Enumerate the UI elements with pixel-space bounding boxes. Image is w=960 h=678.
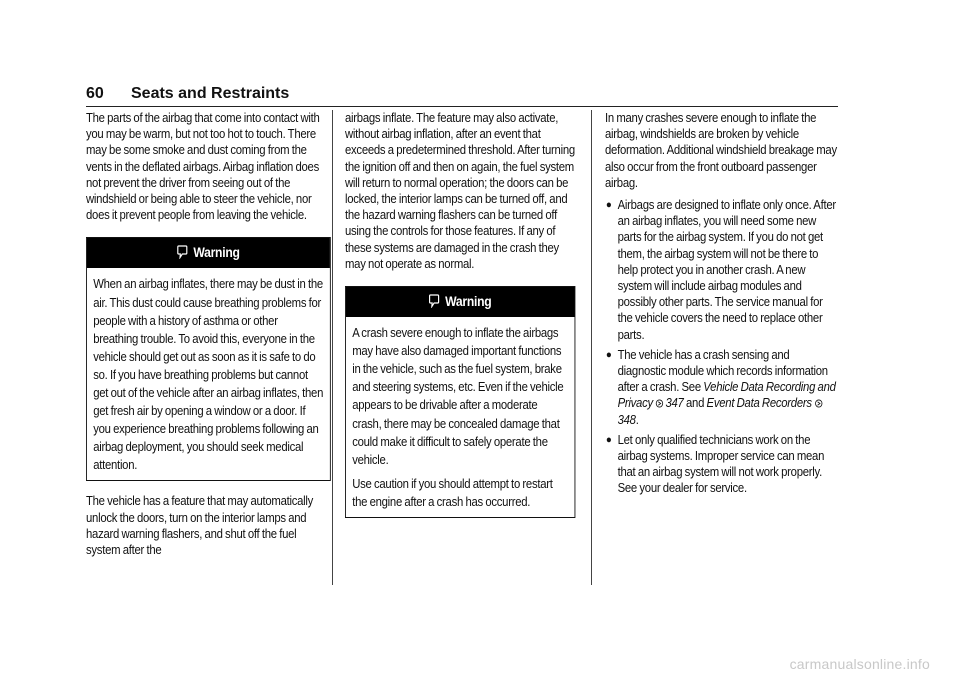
- section-title: Seats and Restraints: [131, 85, 290, 102]
- paragraph: airbags inflate. The feature may also activate, without airbag inflation, after an event that exceeds a predetermined threshold. After turning the ignition off and then on again, the fuel system will return to normal operation; the doors can be locked, the interior lamps can be turned off, and the hazard warning flashers can be turned off using the controls for those features. If any of these systems are damaged in the crash they may not operate as normal.: [345, 111, 575, 271]
- bullet-icon: ●: [605, 348, 612, 361]
- column-2: [345, 110, 575, 518]
- paragraph: In many crashes severe enough to inflate the airbag, windshields are broken by vehicle deformation. Additional windshield breakage may also occur from the front outboard passenger airbag.: [605, 111, 837, 190]
- page-header: [86, 84, 838, 107]
- list-item-text: and: [686, 396, 705, 411]
- bullet-icon: ●: [605, 199, 612, 212]
- warning-box: [86, 237, 331, 481]
- watermark: carmanualsonline.info: [789, 656, 930, 672]
- page-reference[interactable]: 348: [617, 412, 636, 427]
- column-divider: [591, 110, 592, 585]
- warning-body: [346, 317, 575, 517]
- paragraph: The parts of the airbag that come into contact with you may be warm, but not too hot to touch. There may be some smoke and dust coming from the vents in the deflated airbags. Airbag inflation does not prevent the driver from seeing out of the windshield or being able to steer the vehicle, nor does it prevent people from leaving the vehicle.: [86, 111, 320, 223]
- page-number: 60: [86, 85, 104, 102]
- page-ref-arrow-icon: [814, 399, 822, 408]
- warning-box: [345, 286, 575, 518]
- warning-triangle-icon: [177, 245, 188, 259]
- list-item-text: The vehicle has a crash sensing and diagnostic module which records information after a crash. See: [617, 347, 828, 395]
- warning-text: A crash severe enough to inflate the airbags may have also damaged important functions in the vehicle, such as the fuel system, brake and steering systems, etc. Even if the vehicle appears to be drivable after a moderate crash, there may be concealed damage that could make it difficult to safely operate the vehicle.: [352, 326, 564, 467]
- list-item-text: Airbags are designed to inflate only once. After an airbag inflates, you will need some new parts for the airbag system. If you do not get them, the airbag system will not be there to help protect you in another crash. A new system will include airbag modules and possibly other parts. The service manual for the vehicle covers the need to replace other parts.: [617, 198, 836, 342]
- list-item: [605, 432, 838, 497]
- list-item: [605, 347, 838, 428]
- warning-body: [87, 268, 330, 480]
- list-item: [605, 197, 838, 343]
- warning-text: When an airbag inflates, there may be dust in the air. This dust could cause breathing problems for people with a history of asthma or other breathing trouble. To avoid this, everyone in the vehicle should get out as soon as it is safe to do so. If you have breathing problems but cannot get out of the vehicle after an airbag inflates, then get fresh air by opening a window or a door. If you experience breathing problems following an airbag deployment, you should seek medical attention.: [93, 277, 324, 473]
- warning-header: [87, 238, 330, 268]
- warning-header: [346, 287, 575, 317]
- list-item-text: .: [635, 412, 639, 427]
- warning-title: Warning: [445, 294, 492, 310]
- column-3: [605, 110, 838, 497]
- bullet-list: [605, 197, 838, 497]
- column-1: [86, 110, 331, 558]
- warning-triangle-icon: [429, 294, 440, 308]
- column-divider: [332, 110, 333, 585]
- warning-text: Use caution if you should attempt to restart the engine after a crash has occurred.: [352, 476, 553, 509]
- cross-reference-link[interactable]: Vehicle Data Recording and Privacy: [617, 380, 836, 411]
- warning-title: Warning: [193, 245, 240, 261]
- cross-reference-link[interactable]: Event Data Recorders: [706, 396, 812, 411]
- page-reference[interactable]: 347: [665, 396, 684, 411]
- bullet-icon: ●: [605, 433, 612, 446]
- list-item-text: Let only qualified technicians work on the airbag systems. Improper service can mean that an airbag system will not work properly. See your dealer for service.: [617, 432, 825, 496]
- paragraph: The vehicle has a feature that may automatically unlock the doors, turn on the interior lamps and hazard warning flashers, and shut off the fuel system after the: [86, 494, 314, 558]
- page-ref-arrow-icon: [656, 399, 664, 408]
